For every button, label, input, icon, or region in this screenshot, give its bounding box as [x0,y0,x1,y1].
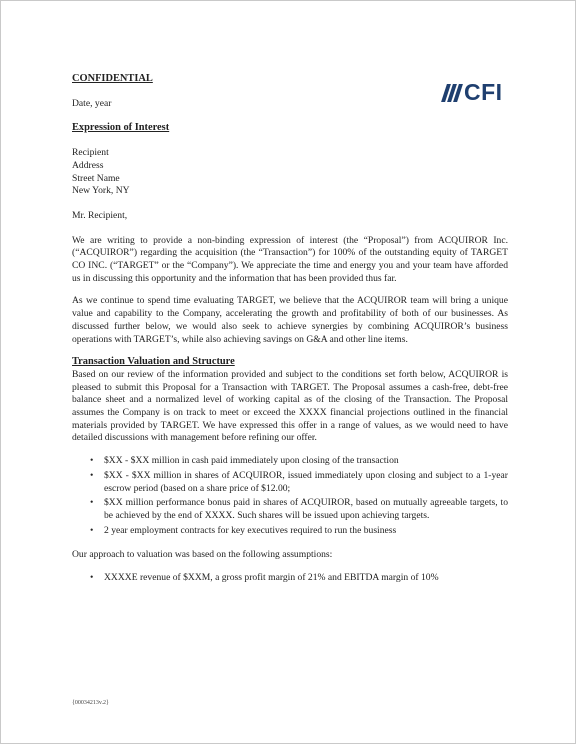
document-code: {00034213v.2} [72,700,109,706]
date-line: Date, year [72,97,112,109]
confidential-heading: CONFIDENTIAL [72,73,153,84]
subject-heading: Expression of Interest [72,122,170,134]
bullet-icon: • [90,455,94,467]
logo-text: CFI [464,79,503,105]
paragraph-intro: We are writing to provide a non-binding expression of interest (the “Proposal”) from ACQUIROR Inc. (“ACQUIROR”) regarding the acquisition (the “Transaction”) for 100% of the outstanding equity of TARGET CO INC. (“TARGET” or the “Company”). We appreciate the time and energy you and your team have afforded us in discussing this opportunity and the information that has been provided thus far. [72,234,508,284]
address-line: Recipient [72,147,109,159]
address-line: New York, NY [72,185,130,197]
bullet-icon: • [90,469,94,481]
list-item: • $XX - $XX million in cash paid immediately upon closing of the transaction [90,455,399,467]
list-item: • $XX million performance bonus paid in shares of ACQUIROR, based on mutually agreeable targets, to be achieved by the end of XXXX. Such shares will be issued upon achieving targets. [90,497,508,521]
valuation-heading: Transaction Valuation and Structure [72,356,235,368]
list-item: • XXXXE revenue of $XXM, a gross profit margin of 21% and EBITDA margin of 10% [90,572,439,584]
valuation-bullet-list [72,455,508,537]
list-item: • $XX - $XX million in shares of ACQUIROR, issued immediately upon closing and subject to a 1-year escrow period (based on a share price of $12.00; [90,469,508,494]
paragraph-synergies: As we continue to spend time evaluating TARGET, we believe that the ACQUIROR team will bring a unique value and capability to the Company, accelerating the growth and profitability of both of our businesses. As discussed further below, we would also seek to achieve synergies by combining ACQUIROR’s business operations with TARGET’s, while also achieving savings on G&A and other line items. [72,295,508,345]
approach-paragraph: Our approach to valuation was based on the following assumptions: [72,549,333,561]
letter-body [72,73,508,587]
bullet-icon: • [90,524,94,536]
bullet-icon: • [90,497,94,509]
bullet-icon: • [90,572,94,584]
address-line: Address [72,159,104,171]
address-line: Street Name [72,172,120,184]
list-item: • 2 year employment contracts for key executives required to run the business [90,524,397,536]
approach-bullet-list [72,572,508,585]
valuation-paragraph: Based on our review of the information provided and subject to the conditions set forth below, ACQUIROR is pleased to submit this Proposal for a Transaction with TARGET. The Proposal assumes a cash-free, debt-free balance sheet and a normalized level of working capital as of the closing of the Transaction. The Proposal assumes the Company is on track to meet or exceed the XXXX financial projections outlined in the financial materials provided by TARGET. We have expressed this offer in a range of values, as we would need to have detailed discussions with management before refining our offer. [72,368,508,444]
salutation: Mr. Recipient, [72,209,128,221]
recipient-address [72,147,508,198]
